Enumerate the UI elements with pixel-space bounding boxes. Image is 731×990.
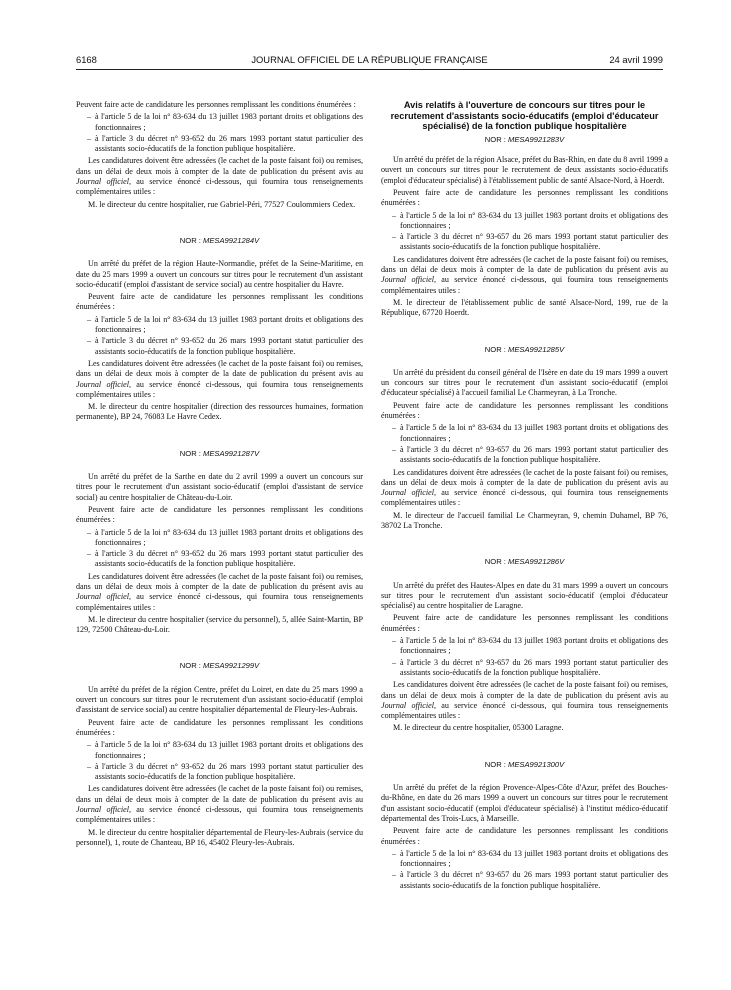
condition-item: – à l'article 3 du décret n° 93-657 du 26 mars 1993 portant statut particulier des assistants socio-éducatifs de la fonction publique hospitalière. — [392, 870, 668, 890]
conditions-text: Peuvent faire acte de candidature les personnes remplissant les conditions énumérées : — [76, 100, 356, 109]
condition-item: – à l'article 3 du décret n° 93-652 du 26 mars 1993 portant statut particulier des assistants socio-éducatifs de la fonction publique hospitalière. — [87, 133, 363, 154]
right-column — [381, 100, 668, 893]
condition-item: – à l'article 5 de la loi n° 83-634 du 13 juillet 1983 portant droits et obligations des fonctionnaires ; — [392, 848, 668, 869]
nor-reference: NOR : MESA9921287V — [179, 448, 260, 458]
condition-item: – à l'article 5 de la loi n° 83-634 du 13 juillet 1983 portant droits et obligations des fonctionnaires ; — [392, 423, 668, 443]
condition-item: – à l'article 5 de la loi n° 83-634 du 13 juillet 1983 portant droits et obligations des fonctionnaires ; — [87, 527, 363, 547]
conditions-text: Peuvent faire acte de candidature les personnes remplissant les conditions énumérées : — [381, 826, 668, 846]
candidature-text: Les candidatures doivent être adressées (le cachet de la poste faisant foi) ou remises, dans un délai de deux mois à compter de la date de publication du présent avis au Journal officiel, au service énoncé ci-dessous, qui fournira tous renseignements complémentaires utiles : — [381, 680, 668, 721]
intro-text: Un arrêté du préfet de la région Centre, préfet du Loiret, en date du 25 mars 1999 a ouvert un concours sur titres pour le recrutement d'un assistant socio-éducatif (emploi d'assistant de service social) au centre hospitalier départemental de Fleury-les-Aubrais. — [76, 684, 363, 715]
conditions-list — [76, 740, 363, 782]
address-text: M. le directeur de l'établissement public de santé Alsace-Nord, 199, rue de la République, 67720 Hoerdt. — [381, 297, 668, 318]
notice-mesa9921299v — [76, 661, 363, 848]
issue-date: 24 avril 1999 — [609, 54, 663, 65]
conditions-text: Peuvent faire acte de candidature les personnes remplissant les conditions énumérées : — [381, 400, 668, 421]
conditions-text: Peuvent faire acte de candidature les personnes remplissant les conditions énumérées : — [381, 187, 668, 208]
intro-text: Un arrêté du préfet des Hautes-Alpes en date du 31 mars 1999 a ouvert un concours sur titres pour le recrutement d'un assistant socio-éducatif (emploi d'éducateur spécialisé) au centre hospitalier de Laragne. — [381, 580, 668, 611]
nor-reference: NOR : MESA9921285V — [484, 344, 565, 354]
candidature-text: Les candidatures doivent être adressées (le cachet de la poste faisant foi) ou remises, dans un délai de deux mois à compter de la date de publication du présent avis au Journal officiel, au service énoncé ci-dessous, qui fournira tous renseignements complémentaires utiles : — [76, 358, 363, 399]
candidature-text: Les candidatures doivent être adressées (le cachet de la poste faisant foi) ou remises, dans un délai de deux mois à compter de la date de publication du présent avis au Journal officiel, au service énoncé ci-dessous, qui fournira tous renseignements complémentaires utiles : — [76, 784, 363, 825]
conditions-list — [76, 112, 363, 154]
condition-item: – à l'article 5 de la loi n° 83-634 du 13 juillet 1983 portant droits et obligations des fonctionnaires ; — [87, 740, 363, 760]
condition-item: – à l'article 3 du décret n° 93-657 du 26 mars 1993 portant statut particulier des assistants socio-éducatifs de la fonction publique hospitalière. — [392, 232, 668, 252]
address-text: M. le directeur du centre hospitalier (direction des ressources humaines, formation permanente), BP 24, 76083 Le Havre Cedex. — [76, 402, 363, 422]
conditions-list — [76, 528, 363, 570]
candidature-text: Les candidatures doivent être adressées (le cachet de la poste faisant foi) ou remises, dans un délai de deux mois à compter de la date de publication du présent avis au Journal officiel, au service énoncé ci-dessous, qui fournira tous renseignements complémentaires utiles : — [381, 254, 668, 295]
condition-item: – à l'article 3 du décret n° 93-652 du 26 mars 1993 portant statut particulier des assistants socio-éducatifs de la fonction publique hospitalière. — [87, 761, 363, 782]
condition-item: – à l'article 5 de la loi n° 83-634 du 13 juillet 1983 portant droits et obligations des fonctionnaires ; — [392, 210, 668, 230]
candidature-text: Les candidatures doivent être adressées (le cachet de la poste faisant foi) ou remises, dans un délai de deux mois à compter de la date de publication du présent avis au Journal officiel, au service énoncé ci-dessous, qui fournira tous renseignements complémentaires utiles : — [76, 571, 363, 612]
nor-reference: NOR : MESA9921283V — [484, 134, 565, 144]
nor-reference: NOR : MESA9921299V — [179, 661, 260, 671]
address-text: M. le directeur du centre hospitalier, 05300 Laragne. — [393, 723, 564, 733]
page-header — [76, 54, 663, 68]
nor-reference: NOR : MESA9921286V — [484, 557, 565, 567]
intro-text: Un arrêté du président du conseil général de l'Isère en date du 19 mars 1999 a ouvert un concours sur titres pour le recrutement d'un assistant socio-éducatif (emploi d'éducateur spécialisé) à l'accueil familial Le Charmeyran, à La Tronche. — [381, 367, 668, 398]
intro-text: Un arrêté du préfet de la région Haute-Normandie, préfet de la Seine-Maritime, en date du 25 mars 1999 a ouvert un concours sur titres pour le recrutement d'un assistant socio-éducatif (emploi d'assistant de service social) au centre hospitalier du Havre. — [76, 259, 363, 289]
condition-item: – à l'article 5 de la loi n° 83-634 du 13 juillet 1983 portant droits et obligations des fonctionnaires ; — [392, 636, 668, 656]
journal-title: JOURNAL OFFICIEL DE LA RÉPUBLIQUE FRANÇAISE — [251, 54, 488, 65]
conditions-list — [381, 423, 668, 465]
address-text: M. le directeur de l'accueil familial Le Charmeyran, 9, chemin Duhamel, BP 76, 38702 La Tronche. — [381, 510, 668, 530]
condition-item: – à l'article 5 de la loi n° 83-634 du 13 juillet 1983 portant droits et obligations des fonctionnaires ; — [87, 314, 363, 335]
conditions-list — [76, 315, 363, 357]
conditions-list — [381, 211, 668, 253]
conditions-text: Peuvent faire acte de candidature les personnes remplissant les conditions énumérées : — [76, 717, 363, 737]
intro-text: Un arrêté du préfet de la Sarthe en date du 2 avril 1999 a ouvert un concours sur titres pour le recrutement d'un assistant socio-éducatif (emploi d'assistant de service social) au centre hospitalier de Château-du-Loir. — [76, 472, 363, 502]
conditions-text: Peuvent faire acte de candidature les personnes remplissant les conditions énumérées : — [76, 292, 363, 312]
conditions-text: Peuvent faire acte de candidature les personnes remplissant les conditions énumérées : — [381, 613, 668, 633]
header-rule — [76, 69, 663, 70]
section-title: Avis relatifs à l'ouverture de concours sur titres pour le recrutement d'assistants socio-éducatifs (emploi d'éducateur spécialisé) de la fonction publique hospitalière — [390, 100, 659, 132]
notice-mesa9921287v — [76, 449, 363, 636]
notice-mesa9921286v — [381, 557, 668, 733]
conditions-list — [381, 636, 668, 678]
notice-mesa9921283v — [381, 135, 668, 319]
notice-mesa9921285v — [381, 345, 668, 532]
nor-reference: NOR : MESA9921284V — [179, 235, 260, 245]
left-column — [76, 100, 363, 848]
address-text: M. le directeur du centre hospitalier (service du personnel), 5, allée Saint-Martin, BP 129, 72500 Château-du-Loir. — [76, 614, 363, 635]
notice-mesa9921300v — [381, 760, 668, 891]
page-number: 6168 — [76, 54, 97, 65]
address-text: M. le directeur du centre hospitalier départemental de Fleury-les-Aubrais (service du personnel), 1, route de Chanteau, BP 16, 45402 Fleury-les-Aubrais. — [76, 827, 363, 847]
conditions-text: Peuvent faire acte de candidature les personnes remplissant les conditions énumérées : — [76, 504, 363, 525]
condition-item: – à l'article 3 du décret n° 93-657 du 26 mars 1993 portant statut particulier des assistants socio-éducatifs de la fonction publique hospitalière. — [392, 444, 668, 465]
conditions-list — [381, 849, 668, 891]
address-text: M. le directeur du centre hospitalier, rue Gabriel-Péri, 77527 Coulommiers Cedex. — [88, 199, 356, 209]
candidature-text: Les candidatures doivent être adressées (le cachet de la poste faisant foi) ou remises, dans un délai de deux mois à compter de la date de publication du présent avis au Journal officiel, au service énoncé ci-dessous, qui fournira tous renseignements complémentaires utiles : — [381, 467, 668, 508]
notice-continued — [76, 100, 363, 210]
condition-item: – à l'article 3 du décret n° 93-657 du 26 mars 1993 portant statut particulier des assistants socio-éducatifs de la fonction publique hospitalière. — [392, 657, 668, 677]
notice-mesa9921284v — [76, 236, 363, 423]
intro-text: Un arrêté du préfet de la région Provence-Alpes-Côte d'Azur, préfet des Bouches-du-Rhône, en date du 26 mars 1999 a ouvert un concours sur titres pour le recrutement d'un assistant socio-éducatif (emploi d'éducateur spécialisé) à l'institut médico-éducatif départemental des Trois-Lucs, à Marseille. — [381, 783, 668, 823]
condition-item: – à l'article 3 du décret n° 93-652 du 26 mars 1993 portant statut particulier des assistants socio-éducatifs de la fonction publique hospitalière. — [87, 549, 363, 569]
nor-reference: NOR : MESA9921300V — [484, 759, 565, 769]
condition-item: – à l'article 3 du décret n° 93-652 du 26 mars 1993 portant statut particulier des assistants socio-éducatifs de la fonction publique hospitalière. — [87, 336, 363, 356]
intro-text: Un arrêté du préfet de la région Alsace, préfet du Bas-Rhin, en date du 8 avril 1999 a ouvert un concours sur titres pour le recrutement de deux assistants socio-éducatifs (emploi d'éducateur spécialisé) à l'établissement public de santé Alsace-Nord, à Hoerdt. — [381, 155, 668, 185]
candidature-text: Les candidatures doivent être adressées (le cachet de la poste faisant foi) ou remises, dans un délai de deux mois à compter de la date de publication du présent avis au Journal officiel, au service énoncé ci-dessous, qui fournira tous renseignements complémentaires utiles : — [76, 156, 363, 197]
condition-item: – à l'article 5 de la loi n° 83-634 du 13 juillet 1983 portant droits et obligations des fonctionnaires ; — [87, 112, 363, 132]
